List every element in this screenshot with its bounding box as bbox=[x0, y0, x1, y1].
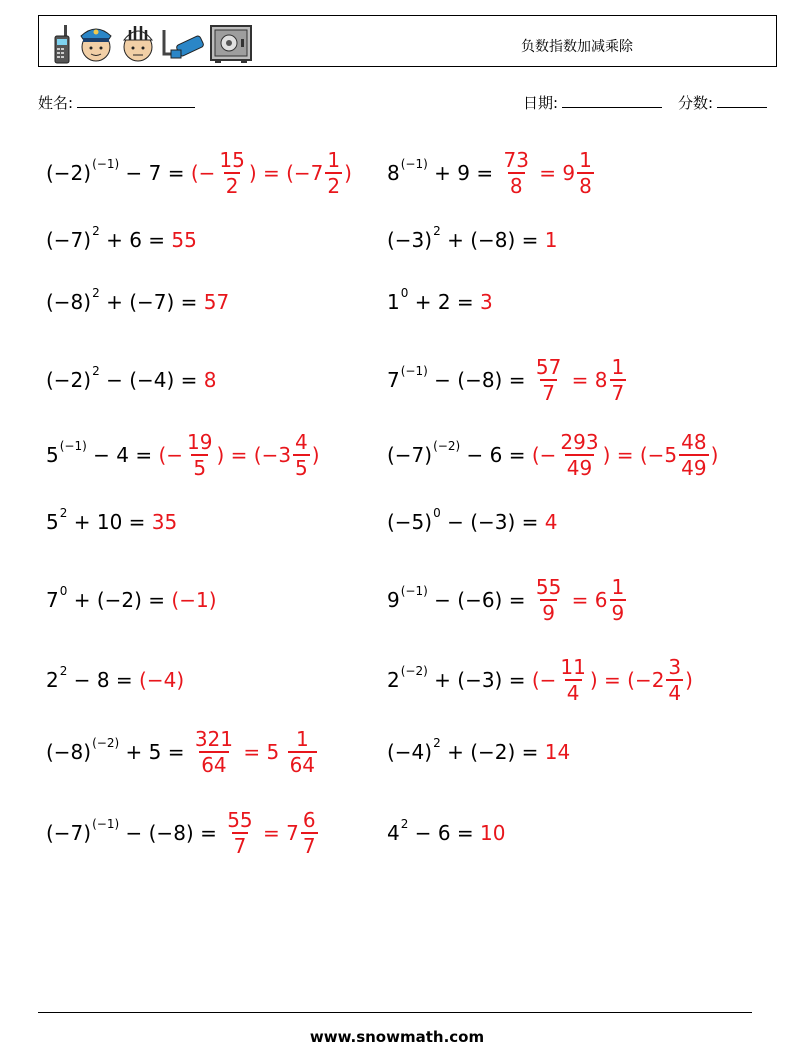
problem-base: 4 bbox=[387, 821, 400, 845]
answer-fraction bbox=[217, 150, 246, 196]
answer bbox=[152, 510, 177, 534]
problem-left-7 bbox=[46, 570, 217, 630]
fraction-numerator: 55 bbox=[535, 575, 562, 599]
problem-base: (−3) bbox=[387, 228, 433, 252]
problem-left-1 bbox=[46, 143, 352, 203]
fraction-numerator: 1 bbox=[611, 355, 625, 379]
problem-right-3 bbox=[387, 272, 493, 332]
fraction-numerator: 321 bbox=[194, 727, 234, 751]
problem-left-2 bbox=[46, 210, 197, 270]
problem-base: (−7) bbox=[387, 443, 433, 467]
footer-divider bbox=[38, 1012, 752, 1013]
answer-fraction bbox=[534, 577, 563, 623]
police-officer-icon bbox=[77, 20, 115, 64]
problem-base: 1 bbox=[387, 290, 400, 314]
problem-base: (−7) bbox=[46, 821, 92, 845]
answer-text: 10 bbox=[480, 821, 506, 845]
answer bbox=[499, 150, 595, 196]
fraction-denominator: 8 bbox=[509, 174, 523, 198]
answer bbox=[204, 368, 217, 392]
problem-operation: + (−8) = bbox=[440, 228, 545, 252]
fraction-denominator: 5 bbox=[295, 456, 308, 480]
answer bbox=[191, 150, 352, 196]
score-field bbox=[678, 92, 767, 113]
problem-exponent: 2 bbox=[92, 224, 100, 238]
problem-exponent: 2 bbox=[59, 506, 68, 520]
problem-operation: + (−2) = bbox=[67, 588, 172, 612]
answer bbox=[204, 290, 229, 314]
answer-fraction bbox=[610, 357, 627, 403]
answer-text: 14 bbox=[544, 740, 571, 764]
answer-fraction bbox=[577, 150, 594, 196]
answer-text: ) bbox=[710, 443, 719, 467]
header-icons bbox=[51, 20, 253, 64]
problem-operation: + (−3) = bbox=[427, 668, 532, 692]
answer-text: = 7 bbox=[256, 821, 299, 845]
problem-operation: + 10 = bbox=[67, 510, 152, 534]
fraction-numerator: 1 bbox=[327, 148, 341, 172]
fraction-numerator: 73 bbox=[503, 148, 529, 172]
fraction-numerator: 1 bbox=[579, 148, 592, 172]
problem-right-6 bbox=[387, 492, 558, 552]
fraction-numerator: 6 bbox=[302, 808, 316, 832]
fraction-numerator: 293 bbox=[560, 430, 599, 454]
answer-text: 57 bbox=[203, 290, 230, 314]
walkie-talkie-icon bbox=[51, 24, 73, 64]
answer-text: (− bbox=[531, 668, 557, 692]
problem-operation: − (−4) = bbox=[99, 368, 204, 392]
answer-text: = 9 bbox=[532, 161, 576, 185]
problem-base: (−2) bbox=[46, 161, 92, 185]
answer bbox=[171, 228, 196, 252]
fraction-denominator: 64 bbox=[201, 753, 227, 777]
worksheet-header bbox=[38, 15, 777, 67]
fraction-numerator: 3 bbox=[668, 655, 682, 679]
problem-left-5 bbox=[46, 425, 320, 485]
score-label: 分数: bbox=[678, 94, 714, 112]
problem-base: (−5) bbox=[387, 510, 433, 534]
prisoner-icon bbox=[119, 20, 157, 64]
score-blank[interactable] bbox=[717, 93, 767, 108]
problem-exponent: (−2) bbox=[400, 664, 428, 678]
problem-base: (−7) bbox=[46, 228, 92, 252]
fraction-numerator: 11 bbox=[560, 655, 586, 679]
problem-operation: − 4 = bbox=[86, 443, 159, 467]
problem-operation: + (−7) = bbox=[99, 290, 204, 314]
fraction-denominator: 49 bbox=[681, 456, 707, 480]
answer bbox=[545, 228, 558, 252]
problem-base: (−2) bbox=[46, 368, 92, 392]
answer-text: (−1) bbox=[171, 588, 217, 612]
fraction-numerator: 1 bbox=[611, 575, 625, 599]
problem-exponent: (−1) bbox=[92, 817, 120, 831]
problem-left-6 bbox=[46, 492, 177, 552]
problem-exponent: (−1) bbox=[59, 439, 87, 453]
problem-right-5 bbox=[387, 425, 718, 485]
problem-operation: + 2 = bbox=[408, 290, 481, 314]
answer-text: ) bbox=[311, 443, 320, 467]
problem-left-4 bbox=[46, 350, 217, 410]
problem-operation: − 7 = bbox=[119, 161, 191, 185]
problem-exponent: (−1) bbox=[400, 157, 428, 171]
answer-fraction bbox=[225, 810, 254, 856]
problem-exponent: 2 bbox=[92, 286, 100, 300]
answer-fraction bbox=[610, 577, 627, 623]
answer-fraction bbox=[185, 432, 214, 478]
answer-fraction bbox=[193, 729, 235, 775]
answer-fraction bbox=[666, 657, 683, 703]
problem-base: 7 bbox=[46, 588, 59, 612]
answer-fraction bbox=[293, 432, 310, 478]
answer-text: (− bbox=[190, 161, 216, 185]
problem-operation: − (−8) = bbox=[119, 821, 224, 845]
problem-right-7 bbox=[387, 570, 628, 630]
answer-text: (−4) bbox=[139, 668, 185, 692]
fraction-denominator: 9 bbox=[542, 601, 555, 625]
problem-exponent: 2 bbox=[400, 817, 409, 831]
fraction-denominator: 8 bbox=[579, 174, 592, 198]
fraction-denominator: 7 bbox=[233, 834, 247, 858]
name-field bbox=[38, 92, 195, 113]
answer-text: 4 bbox=[544, 510, 558, 534]
fraction-numerator: 4 bbox=[295, 430, 308, 454]
answer bbox=[223, 810, 319, 856]
answer-fraction bbox=[501, 150, 530, 196]
answer bbox=[191, 729, 319, 775]
answer-text: 1 bbox=[544, 228, 558, 252]
fraction-denominator: 7 bbox=[542, 381, 555, 405]
problem-exponent: 0 bbox=[400, 286, 409, 300]
answer-text: = 8 bbox=[565, 368, 608, 392]
fraction-denominator: 7 bbox=[302, 834, 316, 858]
date-field bbox=[523, 92, 662, 113]
answer-fraction bbox=[301, 810, 318, 856]
answer-text: 35 bbox=[151, 510, 178, 534]
problem-base: (−4) bbox=[387, 740, 433, 764]
fraction-numerator: 55 bbox=[227, 808, 253, 832]
answer bbox=[532, 357, 628, 403]
problem-exponent: (−2) bbox=[433, 439, 461, 453]
answer bbox=[532, 577, 628, 623]
fraction-denominator: 2 bbox=[327, 174, 341, 198]
fraction-denominator: 7 bbox=[611, 381, 625, 405]
answer-text: (− bbox=[158, 443, 184, 467]
worksheet-title: 负数指数加减乘除 bbox=[521, 39, 633, 55]
problem-left-3 bbox=[46, 272, 229, 332]
problem-left-10 bbox=[46, 803, 320, 863]
problem-operation: − (−6) = bbox=[427, 588, 532, 612]
answer-text: 3 bbox=[480, 290, 493, 314]
fraction-denominator: 4 bbox=[566, 681, 580, 705]
problem-exponent: 0 bbox=[433, 506, 441, 520]
answer-fraction bbox=[558, 432, 600, 478]
problem-exponent: (−1) bbox=[92, 157, 120, 171]
problem-base: 9 bbox=[387, 588, 400, 612]
problem-exponent: 0 bbox=[59, 584, 68, 598]
problem-operation: + 6 = bbox=[99, 228, 172, 252]
answer-text: (− bbox=[531, 443, 557, 467]
answer bbox=[532, 657, 693, 703]
problem-base: (−8) bbox=[46, 740, 92, 764]
fraction-denominator: 5 bbox=[193, 456, 207, 480]
problem-exponent: 2 bbox=[92, 364, 100, 378]
handcuffs-icon bbox=[161, 28, 205, 64]
answer-fraction bbox=[325, 150, 342, 196]
answer-text: ) = (−7 bbox=[248, 161, 324, 185]
problem-right-10 bbox=[387, 803, 506, 863]
fraction-numerator: 57 bbox=[535, 355, 562, 379]
problem-operation: − (−8) = bbox=[427, 368, 532, 392]
safe-icon bbox=[209, 24, 253, 64]
problem-right-9 bbox=[387, 722, 570, 782]
date-label: 日期: bbox=[523, 94, 559, 112]
name-blank[interactable] bbox=[77, 93, 195, 108]
answer-text: ) = (−2 bbox=[589, 668, 665, 692]
problem-operation: + (−2) = bbox=[440, 740, 545, 764]
answer bbox=[480, 290, 493, 314]
problem-right-8 bbox=[387, 650, 693, 710]
answer bbox=[480, 821, 505, 845]
problem-operation: − 8 = bbox=[67, 668, 140, 692]
answer bbox=[171, 588, 216, 612]
problem-left-8 bbox=[46, 650, 184, 710]
answer-text: ) bbox=[344, 161, 352, 185]
answer-text: ) = (−5 bbox=[602, 443, 678, 467]
problem-exponent: 2 bbox=[433, 736, 441, 750]
problem-operation: − 6 = bbox=[408, 821, 481, 845]
fraction-denominator: 49 bbox=[566, 456, 593, 480]
problem-exponent: (−2) bbox=[92, 736, 120, 750]
problem-base: 5 bbox=[46, 443, 59, 467]
fraction-numerator: 19 bbox=[187, 430, 213, 454]
problem-base: 7 bbox=[387, 368, 400, 392]
fraction-denominator: 2 bbox=[225, 174, 239, 198]
answer bbox=[545, 510, 558, 534]
problem-operation: + 9 = bbox=[427, 161, 500, 185]
answer bbox=[545, 740, 570, 764]
problem-exponent: (−1) bbox=[400, 364, 428, 378]
answer bbox=[532, 432, 719, 478]
fraction-numerator: 15 bbox=[219, 148, 245, 172]
problem-operation: + 5 = bbox=[119, 740, 191, 764]
problem-exponent: (−1) bbox=[400, 584, 428, 598]
problem-base: 5 bbox=[46, 510, 59, 534]
problem-exponent: 2 bbox=[59, 664, 68, 678]
fraction-denominator: 4 bbox=[668, 681, 682, 705]
answer-fraction bbox=[679, 432, 708, 478]
footer-url: www.snowmath.com bbox=[309, 1028, 485, 1046]
problem-base: 2 bbox=[387, 668, 400, 692]
problem-base: (−8) bbox=[46, 290, 92, 314]
answer-text: = 5 bbox=[237, 740, 286, 764]
answer-text: ) = (−3 bbox=[216, 443, 292, 467]
problem-right-4 bbox=[387, 350, 628, 410]
problem-operation: − (−3) = bbox=[440, 510, 545, 534]
answer-text: = 6 bbox=[565, 588, 608, 612]
answer-fraction bbox=[288, 729, 317, 775]
answer-text: 8 bbox=[203, 368, 217, 392]
problem-exponent: 2 bbox=[433, 224, 441, 238]
answer bbox=[139, 668, 184, 692]
fraction-denominator: 64 bbox=[289, 753, 316, 777]
fraction-denominator: 9 bbox=[611, 601, 625, 625]
date-blank[interactable] bbox=[562, 93, 662, 108]
problem-base: 8 bbox=[387, 161, 400, 185]
answer-fraction bbox=[534, 357, 563, 403]
problem-right-1 bbox=[387, 143, 596, 203]
problem-right-2 bbox=[387, 210, 558, 270]
name-label: 姓名: bbox=[38, 94, 74, 112]
problem-base: 2 bbox=[46, 668, 59, 692]
answer-fraction bbox=[558, 657, 587, 703]
fraction-numerator: 1 bbox=[295, 727, 309, 751]
problem-left-9 bbox=[46, 722, 319, 782]
answer bbox=[158, 432, 319, 478]
problem-operation: − 6 = bbox=[460, 443, 532, 467]
answer-text: ) bbox=[685, 668, 693, 692]
answer-text: 55 bbox=[171, 228, 197, 252]
fraction-numerator: 48 bbox=[681, 430, 707, 454]
